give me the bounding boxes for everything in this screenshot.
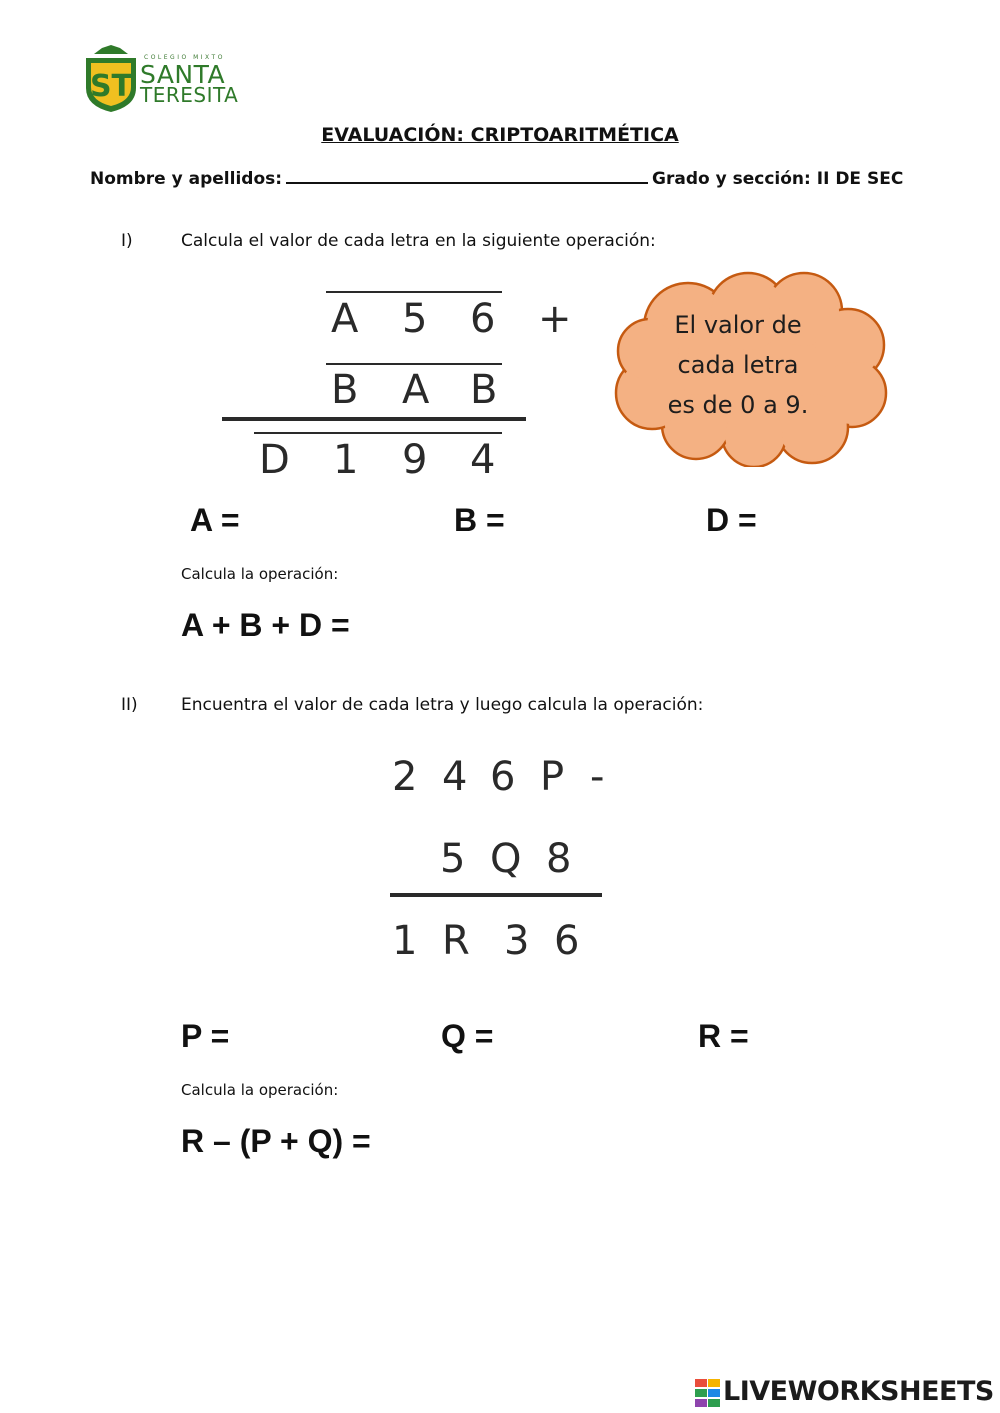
- op2-minus-sign: -: [590, 754, 605, 800]
- op2-digit: 2: [392, 754, 418, 800]
- op1-digit: D: [259, 437, 290, 483]
- part2-calc-label: Calcula la operación:: [181, 1081, 339, 1099]
- op1-overline-1: [326, 291, 502, 293]
- op1-sum-line: [222, 417, 526, 421]
- op2-digit: Q: [490, 836, 522, 882]
- op1-digit: A: [331, 296, 359, 342]
- op2-digit: P: [540, 754, 565, 800]
- logo-line-2: TERESITA: [140, 83, 239, 107]
- part1-expression: A + B + D =: [181, 607, 350, 643]
- answer-q-label: Q =: [441, 1018, 494, 1054]
- op1-digit: A: [402, 367, 430, 413]
- liveworksheets-text: LIVEWORKSHEETS: [723, 1376, 994, 1407]
- op2-digit: R: [442, 918, 470, 964]
- op1-digit: 5: [402, 296, 428, 342]
- cloud-line: cada letra: [677, 351, 799, 379]
- logo-small-text: COLEGIO MIXTO: [144, 54, 225, 61]
- school-crest-icon: [82, 44, 140, 114]
- op1-digit: B: [331, 367, 359, 413]
- op2-digit: 4: [442, 754, 468, 800]
- op1-digit: 1: [333, 437, 359, 483]
- school-logo: [82, 44, 242, 114]
- name-label: Nombre y apellidos:: [90, 169, 283, 189]
- op2-digit: 8: [546, 836, 572, 882]
- op1-digit: 6: [470, 296, 496, 342]
- logo-line-1: SANTA: [140, 60, 226, 89]
- answer-p-label: P =: [181, 1018, 230, 1054]
- part2-instruction: Encuentra el valor de cada letra y luego calcula la operación:: [181, 695, 704, 715]
- answer-d-label: D =: [706, 502, 757, 538]
- cloud-line: El valor de: [674, 311, 802, 339]
- op1-digit: 4: [470, 437, 496, 483]
- op2-digit: 6: [490, 754, 516, 800]
- op2-digit: 5: [440, 836, 466, 882]
- cloud-line: es de 0 a 9.: [667, 391, 809, 419]
- op2-result-line: [390, 893, 602, 897]
- logo-mark: ST: [89, 69, 133, 104]
- part2-number: II): [121, 695, 138, 715]
- op1-digit: 9: [402, 437, 428, 483]
- part1-number: I): [121, 231, 133, 251]
- liveworksheets-icon: [695, 1379, 721, 1409]
- part1-calc-label: Calcula la operación:: [181, 565, 339, 583]
- cloud-text: [648, 305, 828, 425]
- op1-digit: B: [470, 367, 498, 413]
- op2-digit: 3: [504, 918, 530, 964]
- op1-overline-2: [326, 363, 502, 365]
- op1-overline-3: [254, 432, 502, 434]
- op1-plus-sign: +: [538, 296, 572, 342]
- grade-label: Grado y sección: II DE SEC: [652, 169, 904, 189]
- part2-expression: R – (P + Q) =: [181, 1123, 371, 1159]
- answer-r-label: R =: [698, 1018, 749, 1054]
- answer-b-label: B =: [454, 502, 505, 538]
- student-info-line: [90, 168, 903, 189]
- liveworksheets-logo: [695, 1376, 995, 1410]
- part1-instruction: Calcula el valor de cada letra en la siguiente operación:: [181, 231, 656, 251]
- answer-a-label: A =: [190, 502, 240, 538]
- op2-digit: 6: [554, 918, 580, 964]
- op2-digit: 1: [392, 918, 418, 964]
- name-blank[interactable]: [286, 168, 648, 184]
- page-title: EVALUACIÓN: CRIPTOARITMÉTICA: [321, 124, 679, 146]
